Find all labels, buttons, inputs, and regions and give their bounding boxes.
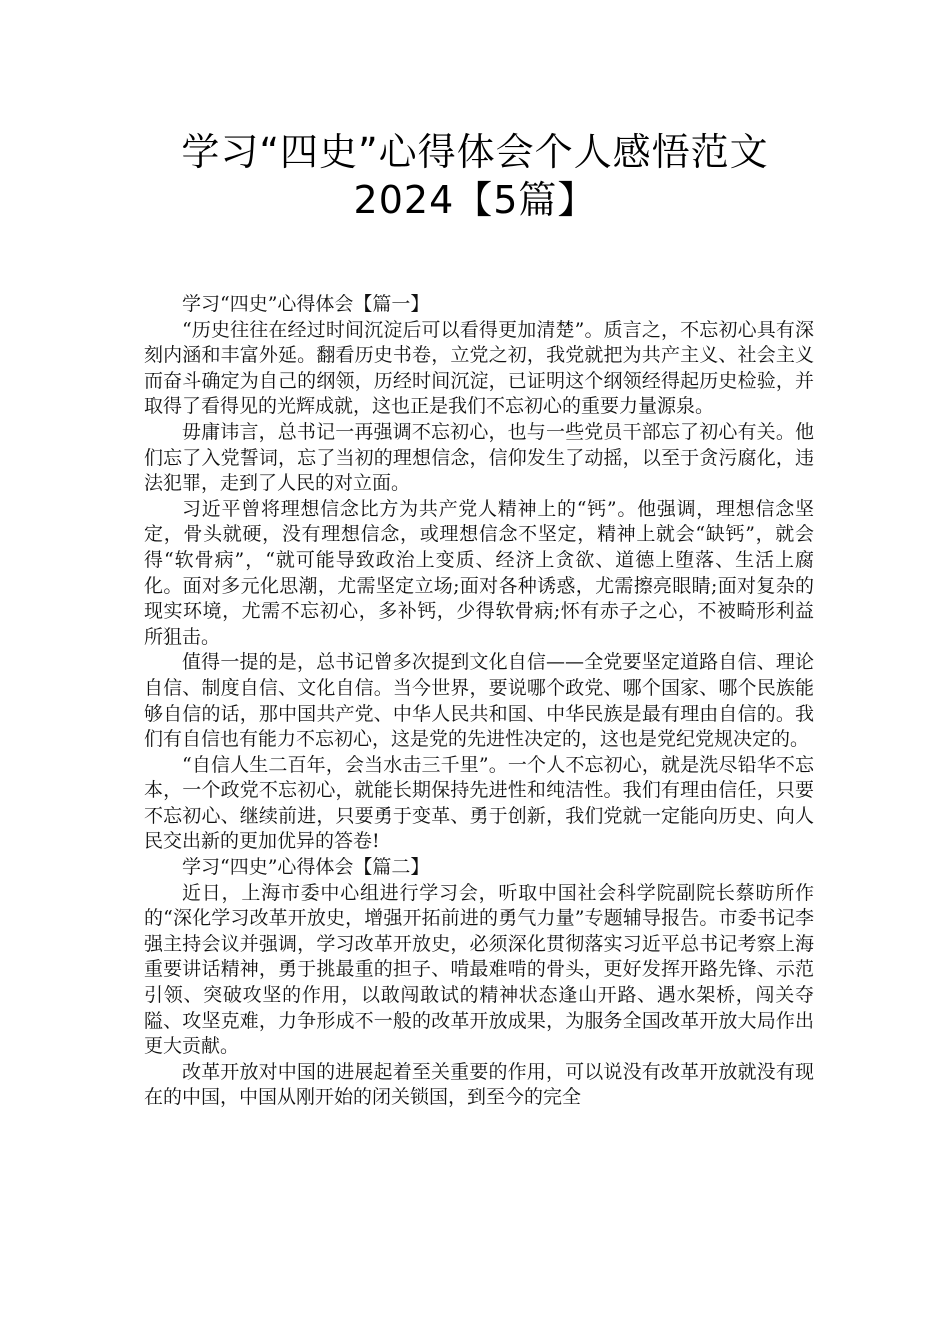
title-line-1: 学习“四史”心得体会个人感悟范文: [181, 130, 769, 174]
document-title: [0, 128, 950, 224]
section-heading-2: 学习“四史”心得体会【篇二】: [182, 856, 430, 879]
paragraph: “自信人生二百年，会当水击三千里”。一个人不忘初心，就是洗尽铅华不忘本，一个政党不忘初心，就能长期保持先进性和纯洁性。我们有理由信任，只要不忘初心、继续前进，只要勇于变革、勇于创新，我们党就一定能向历史、向人民交出新的更加优异的答卷!: [144, 753, 814, 853]
document-body: [144, 292, 814, 1111]
paragraph: 近日，上海市委中心组进行学习会，听取中国社会科学院副院长蔡昉所作的“深化学习改革开放史，增强开拓前进的勇气力量”专题辅导报告。市委书记李强主持会议并强调，学习改革开放史，必须深化贯彻落实习近平总书记考察上海重要讲话精神，勇于挑最重的担子、啃最难啃的骨头，更好发挥开路先锋、示范引领、突破攻坚的作用，以敢闯敢试的精神状态逢山开路、遇水架桥，闯关夺隘、攻坚克难，力争形成不一般的改革开放成果，为服务全国改革开放大局作出更大贡献。: [144, 881, 814, 1058]
paragraph: 值得一提的是，总书记曾多次提到文化自信——全党要坚定道路自信、理论自信、制度自信、文化自信。当今世界，要说哪个政党、哪个国家、哪个民族能够自信的话，那中国共产党、中华人民共和国、中华民族是最有理由自信的。我们有自信也有能力不忘初心，这是党的先进性决定的，这也是党纪党规决定的。: [144, 651, 814, 751]
paragraph: “历史往往在经过时间沉淀后可以看得更加清楚”。质言之，不忘初心具有深刻内涵和丰富外延。翻看历史书卷，立党之初，我党就把为共产主义、社会主义而奋斗确定为自己的纲领，历经时间沉淀，已证明这个纲领经得起历史检验，并取得了看得见的光辉成就，这也正是我们不忘初心的重要力量源泉。: [144, 318, 814, 418]
paragraph: 毋庸讳言，总书记一再强调不忘初心，也与一些党员干部忘了初心有关。他们忘了入党誓词，忘了当初的理想信念，信仰发生了动摇，以至于贪污腐化，违法犯罪，走到了人民的对立面。: [144, 420, 814, 495]
title-line-2: 2024【5篇】: [353, 178, 597, 222]
paragraph: 改革开放对中国的进展起着至关重要的作用，可以说没有改革开放就没有现在的中国，中国从刚开始的闭关锁国，到至今的完全: [144, 1060, 814, 1109]
section-heading-1: 学习“四史”心得体会【篇一】: [182, 293, 430, 315]
paragraph: 习近平曾将理想信念比方为共产党人精神上的“钙”。他强调，理想信念坚定，骨头就硬，没有理想信念，或理想信念不坚定，精神上就会“缺钙”，就会得“软骨病”，“就可能导致政治上变质、经济上贪欲、道德上堕落、生活上腐化。面对多元化思潮，尤需坚定立场;面对各种诱惑，尤需擦亮眼睛;面对复杂的现实环境，尤需不忘初心，多补钙，少得软骨病;怀有赤子之心，不被畸形利益所狙击。: [144, 497, 814, 648]
